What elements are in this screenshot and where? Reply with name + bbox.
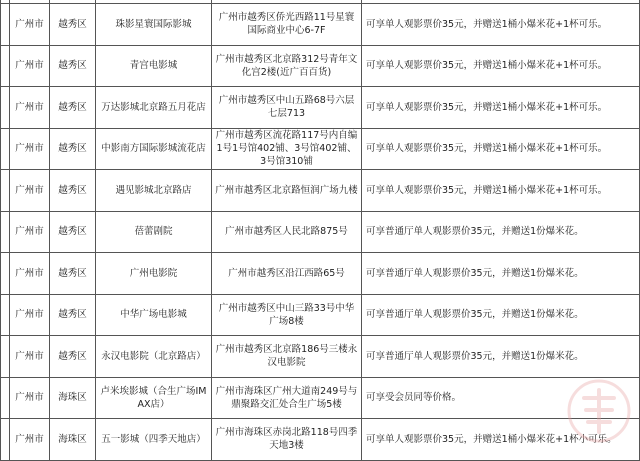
cinema-name-cell: 卢米埃影城（合生广场IMAX店） [96, 377, 212, 419]
cinema-name-cell: 珠影星寰国际影城 [96, 4, 212, 46]
row-number-cell [1, 377, 10, 419]
row-number-cell [1, 128, 10, 170]
address-cell: 广州市越秀区北京路312号青年文化宫2楼(近广百百货) [212, 45, 362, 87]
address-cell: 广州市越秀区人民北路875号 [212, 211, 362, 253]
city-cell: 广州市 [10, 419, 50, 461]
offer-cell: 可享单人观影票价35元，并赠送1桶小爆米花+1杯小可乐。 [362, 419, 640, 461]
district-cell: 越秀区 [50, 336, 96, 378]
cinema-name-cell: 永汉电影院（北京路店） [96, 336, 212, 378]
city-cell: 广州市 [10, 128, 50, 170]
row-number-cell [1, 294, 10, 336]
row-number-cell [1, 211, 10, 253]
city-cell: 广州市 [10, 253, 50, 295]
table-row [1, 170, 640, 212]
district-cell: 越秀区 [50, 45, 96, 87]
offer-cell: 可享普通厅单人观影票价35元，并赠送1份爆米花。 [362, 253, 640, 295]
offer-cell: 可享单人观影票价35元，并赠送1桶小爆米花+1杯可乐。 [362, 4, 640, 46]
row-number-cell [1, 170, 10, 212]
row-number-cell [1, 45, 10, 87]
cinema-name-cell: 中华广场电影城 [96, 294, 212, 336]
table-row [1, 87, 640, 129]
city-cell: 广州市 [10, 4, 50, 46]
table-row [1, 294, 640, 336]
address-cell: 广州市越秀区沿江西路65号 [212, 253, 362, 295]
cinema-name-cell: 万达影城北京路五月花店 [96, 87, 212, 129]
city-cell: 广州市 [10, 336, 50, 378]
cinema-name-cell: 五一影城（四季天地店） [96, 419, 212, 461]
address-cell: 广州市海珠区赤岗北路118号四季天地3楼 [212, 419, 362, 461]
cinema-name-cell: 中影南方国际影城流花店 [96, 128, 212, 170]
row-number-cell [1, 4, 10, 46]
city-cell: 广州市 [10, 87, 50, 129]
district-cell: 越秀区 [50, 211, 96, 253]
row-number-cell [1, 336, 10, 378]
cinema-name-cell: 遇见影城北京路店 [96, 170, 212, 212]
city-cell: 广州市 [10, 377, 50, 419]
row-number-cell [1, 419, 10, 461]
district-cell: 越秀区 [50, 87, 96, 129]
cinema-name-cell: 蓓蕾剧院 [96, 211, 212, 253]
offer-cell: 可享普通厅单人观影票价35元，并赠送1份爆米花。 [362, 211, 640, 253]
offer-cell: 可享普通厅单人观影票价35元，并赠送1份爆米花。 [362, 336, 640, 378]
address-cell: 广州市越秀区流花路117号内自编1号1号馆402铺、3号馆402铺、3号馆310铺 [212, 128, 362, 170]
table-row [1, 45, 640, 87]
address-cell: 广州市越秀区中山五路68号六层七层713 [212, 87, 362, 129]
address-cell: 广州市海珠区广州大道南249号与鼎聚路交汇处合生广场5楼 [212, 377, 362, 419]
district-cell: 越秀区 [50, 170, 96, 212]
table-body [1, 0, 640, 460]
offer-cell: 可享单人观影票价35元，并赠送1桶小爆米花+1杯可乐。 [362, 45, 640, 87]
district-cell: 越秀区 [50, 253, 96, 295]
district-cell: 海珠区 [50, 419, 96, 461]
row-number-cell [1, 87, 10, 129]
cinema-name-cell: 广州电影院 [96, 253, 212, 295]
table-row [1, 419, 640, 461]
offer-cell: 可享单人观影票价35元，并赠送1桶小爆米花+1杯可乐。 [362, 170, 640, 212]
city-cell: 广州市 [10, 170, 50, 212]
address-cell: 广州市越秀区北京路186号三楼永汉电影院 [212, 336, 362, 378]
address-cell: 广州市越秀区北京路恒润广场九楼 [212, 170, 362, 212]
city-cell: 广州市 [10, 45, 50, 87]
address-cell: 广州市越秀区侨光西路11号星寰国际商业中心6-7F [212, 4, 362, 46]
table-row [1, 253, 640, 295]
district-cell: 越秀区 [50, 128, 96, 170]
table-row [1, 336, 640, 378]
offer-cell: 可享单人观影票价35元，并赠送1桶小爆米花+1杯可乐。 [362, 128, 640, 170]
offer-cell: 可享单人观影票价35元，并赠送1桶小爆米花+1杯可乐。 [362, 87, 640, 129]
offer-cell: 可享受会员同等价格。 [362, 377, 640, 419]
address-cell: 广州市越秀区中山三路33号中华广场8楼 [212, 294, 362, 336]
district-cell: 越秀区 [50, 4, 96, 46]
district-cell: 海珠区 [50, 377, 96, 419]
table-row [1, 211, 640, 253]
district-cell: 越秀区 [50, 294, 96, 336]
cinema-name-cell: 青宫电影城 [96, 45, 212, 87]
table-row [1, 128, 640, 170]
table-row [1, 377, 640, 419]
city-cell: 广州市 [10, 294, 50, 336]
table-row [1, 4, 640, 46]
row-number-cell [1, 253, 10, 295]
city-cell: 广州市 [10, 211, 50, 253]
offer-cell: 可享普通厅单人观影票价35元，并赠送1份爆米花。 [362, 294, 640, 336]
